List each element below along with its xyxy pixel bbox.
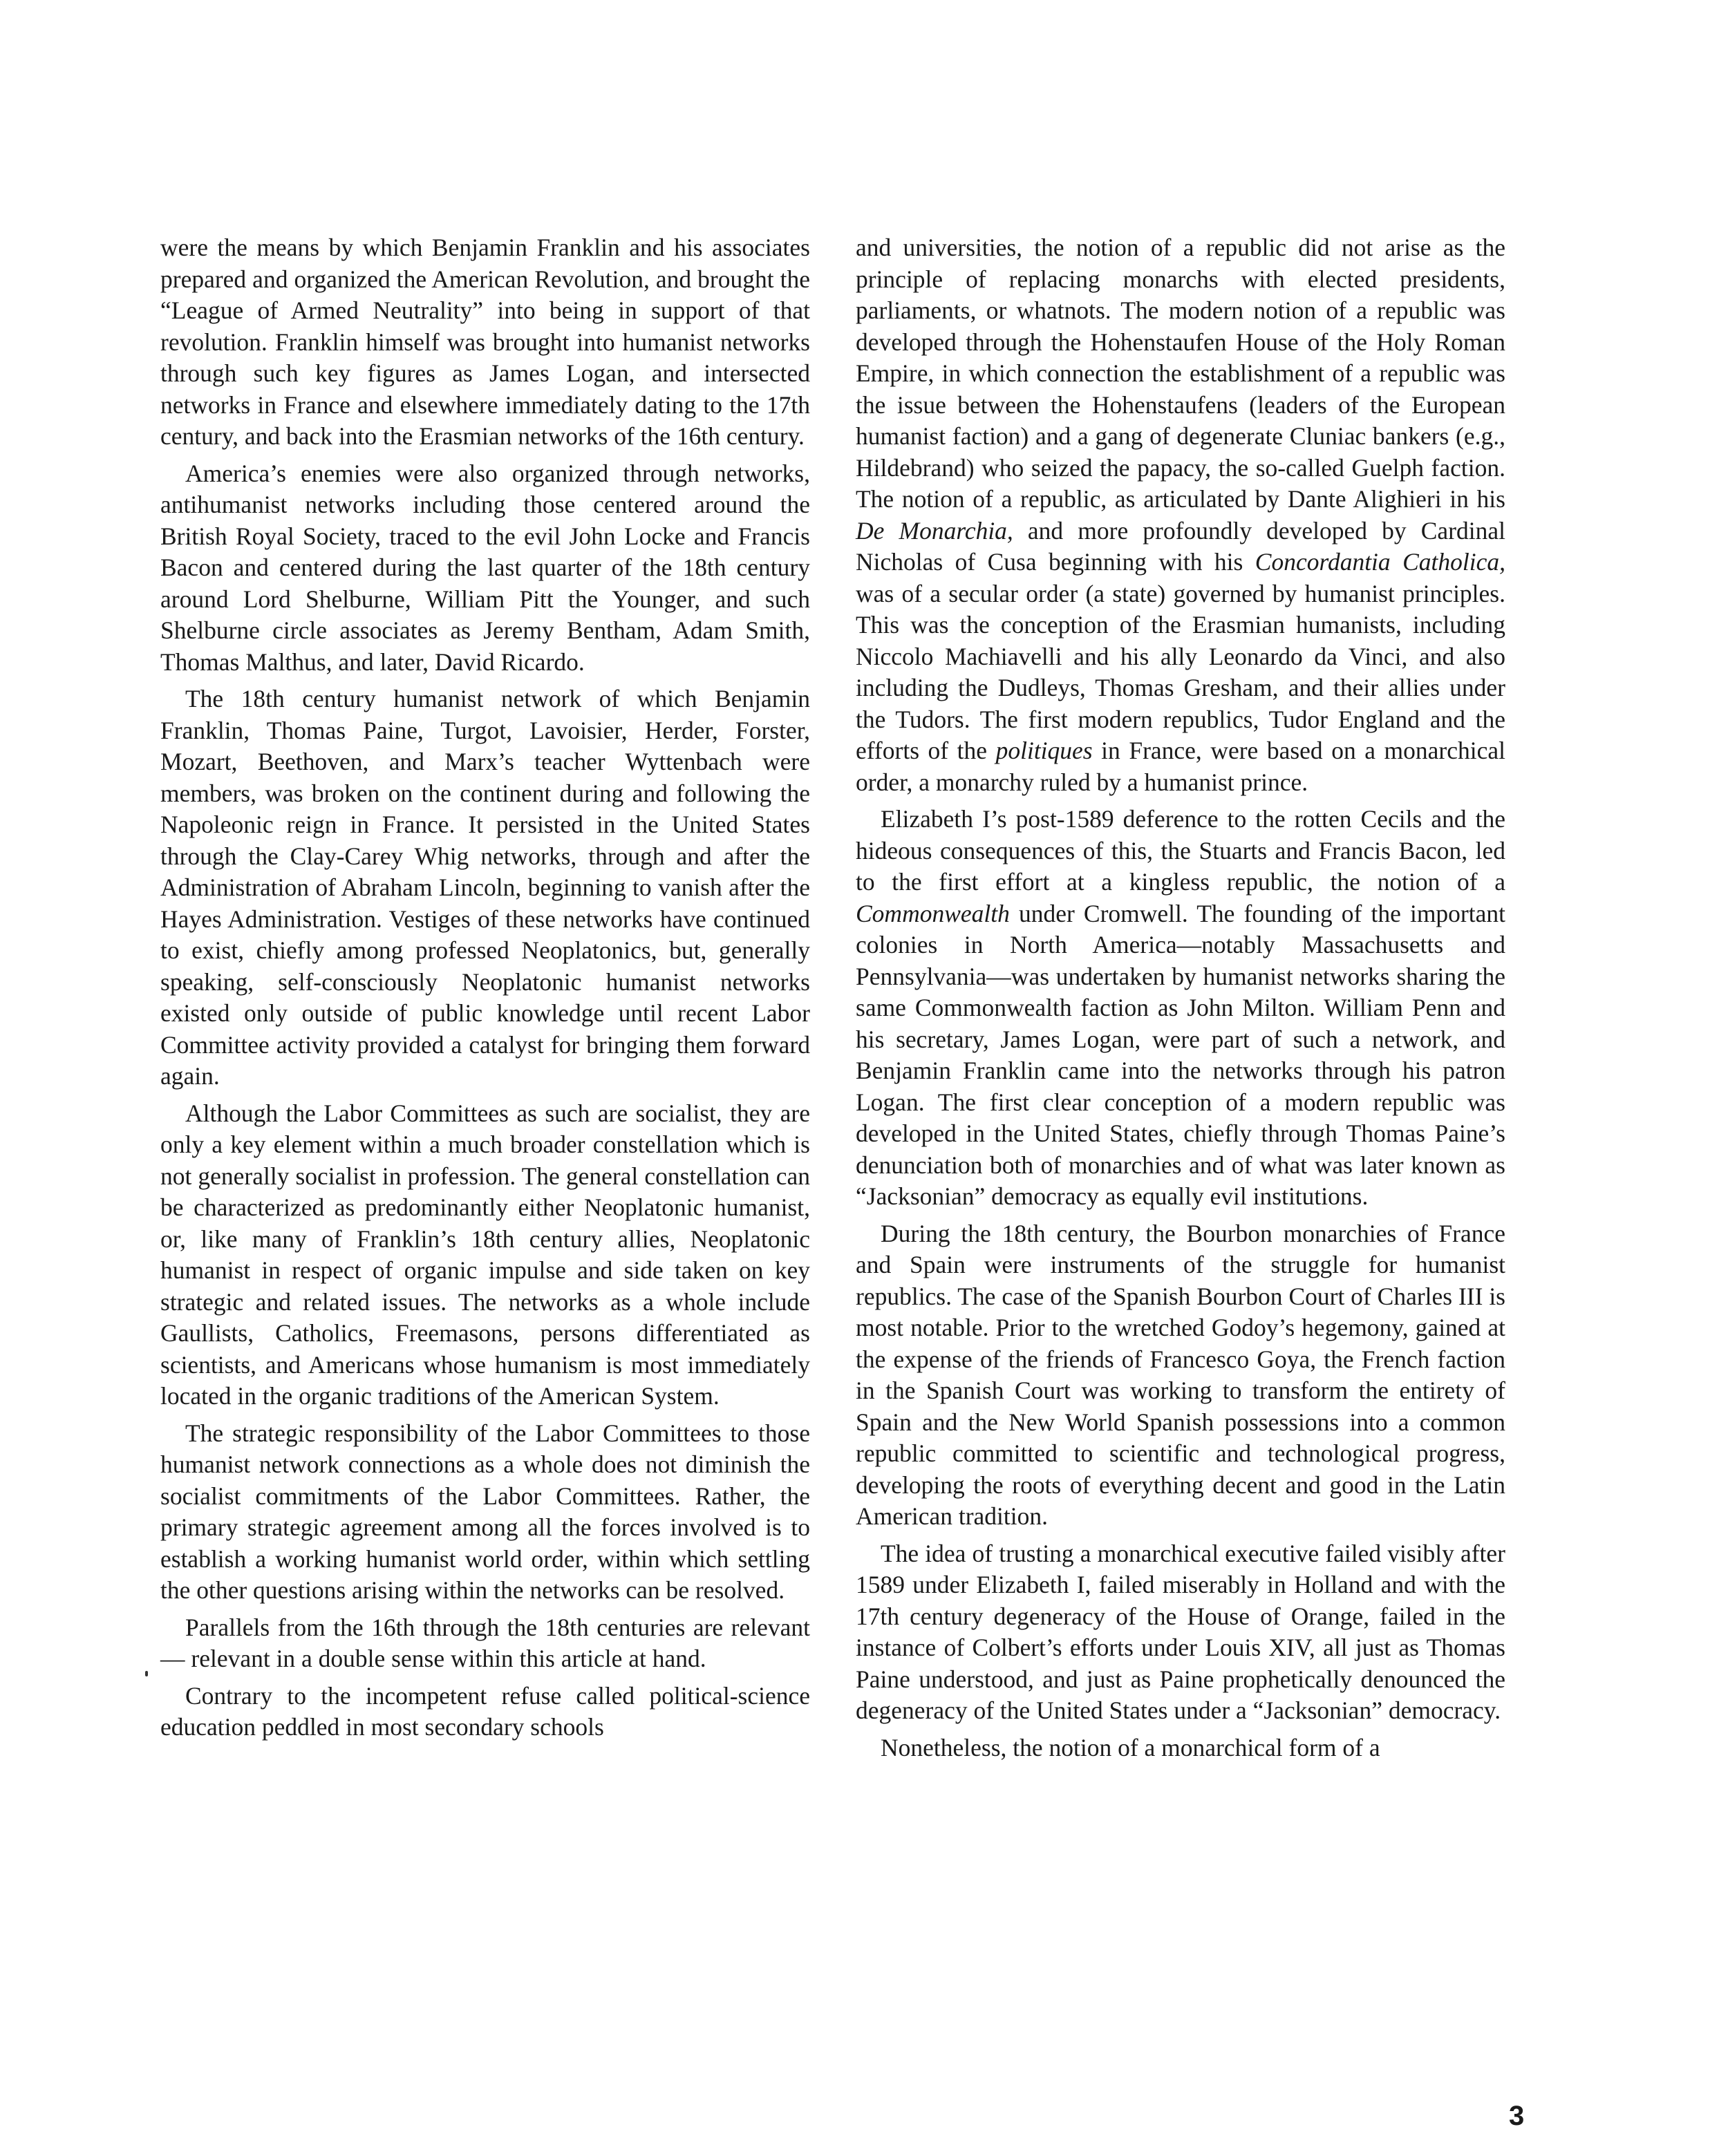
paragraph: The 18th century humanist network of which Benjamin Franklin, Thomas Paine, Turgot, Lavoisier, Herder, Forster, Mozart, Beethoven, and Marx’s teacher Wyttenbach were members, was broken on the continent during and following the Napoleonic reign in France. It persisted in the United States through the Clay-Carey Whig networks, through and after the Administration of Abraham Lincoln, beginning to vanish after the Hayes Administration. Vestiges of these networks have continued to exist, chiefly among professed Neoplatonics, but, generally speaking, self-consciously Neoplatonic humanist networks existed only outside of public knowledge until recent Labor Committee activity provided a catalyst for bringing them forward again. <box>160 685 810 1090</box>
paragraph: The idea of trusting a monarchical executive failed visibly after 1589 under Elizabeth I, failed miserably in Holland and with the 17th century degeneracy of the House of Orange, failed in the instance of Colbert’s efforts under Louis XIV, all just as Thomas Paine understood, and just as Paine prophetically denounced the degeneracy of the United States under a “Jacksonian” democracy. <box>856 1539 1505 1724</box>
italic-title: Concordantia Catholica, <box>1255 548 1505 576</box>
paragraph: were the means by which Benjamin Franklin and his associates prepared and organized the American Revolution, and brought the “League of Armed Neutrality” into being in support of that revolution. Franklin himself was brought into humanist networks through such key figures as James Logan, and intersected networks in France and elsewhere immediately dating to the 17th century, and back into the Erasmian networks of the 16th century. <box>160 234 810 450</box>
paragraph: America’s enemies were also organized through networks, antihumanist networks including those centered around the British Royal Society, traced to the evil John Locke and Francis Bacon and centered during the last quarter of the 18th century around Lord Shelburne, William Pitt the Younger, and such Shelburne circle associates as Jeremy Bentham, Adam Smith, Thomas Malthus, and later, David Ricardo. <box>160 459 810 676</box>
paragraph: Although the Labor Committees as such are socialist, they are only a key element within a much broader constellation which is not generally socialist in profession. The general constellation can be characterized as predominantly either Neoplatonic humanist, or, like many of Franklin’s 18th century allies, Neoplatonic humanist in respect of organic impulse and side taken on key strategic and related issues. The networks as a whole include Gaullists, Catholics, Freemasons, persons differentiated as scientists, and Americans whose humanism is most immediately located in the organic traditions of the American System. <box>160 1099 810 1410</box>
italic-term: politiques <box>995 737 1093 764</box>
paragraph: Contrary to the incompetent refuse called political-science education peddled in most secondary schools <box>160 1681 810 1741</box>
text-run: Elizabeth I’s post-1589 deference to the rotten Cecils and the hideous consequences of this, the Stuarts and Francis Bacon, led to the first effort at a kingless republic, the notion of a <box>856 805 1505 896</box>
paragraph: The strategic responsibility of the Labor Committees to those humanist network connections as a whole does not diminish the socialist commitments of the Labor Committees. Rather, the primary strategic agreement among all the forces involved is to establish a working humanist world order, within which settling the other questions arising within the networks can be resolved. <box>160 1419 810 1604</box>
text-run: and universities, the notion of a republic did not arise as the principle of replacing monarchs with elected presidents, parliaments, or whatnots. The modern notion of a republic was developed through the Hohenstaufen House of the Holy Roman Empire, in which connection the establishment of a republic was the issue between the Hohenstaufens (leaders of the European humanist faction) and a gang of degenerate Cluniac bankers (e.g., Hildebrand) who seized the papacy, the so-called Guelph faction. The notion of a republic, as articulated by Dante Alighieri in his <box>856 234 1505 513</box>
italic-term: Commonwealth <box>856 899 1010 927</box>
text-run: was of a secular order (a state) governed by humanist principles. This was the conception of the Erasmian humanists, including Niccolo Machiavelli and his ally Leonardo da Vinci, and also including the Dudleys, Thomas Gresham, and their allies under the Tudors. The first modern republics, Tudor England and the efforts of the <box>856 579 1505 764</box>
scan-mark <box>145 1671 148 1676</box>
paragraph <box>856 804 1505 1213</box>
italic-title: De Monarchia, <box>856 516 1013 545</box>
left-text-column <box>160 232 810 1749</box>
paragraph: Parallels from the 16th through the 18th centuries are relevant — relevant in a double sense within this article at hand. <box>160 1613 810 1672</box>
page-number: 3 <box>1509 2101 1525 2131</box>
text-run: under Cromwell. The founding of the important colonies in North America—notably Massachusetts and Pennsylvania—was undertaken by humanist networks sharing the same Commonwealth faction as John Milton. William Penn and his secretary, James Logan, were part of such a network, and Benjamin Franklin came into the networks through his patron Logan. The first clear conception of a modern republic was developed in the United States, chiefly through Thomas Paine’s denunciation both of monarchies and of what was later known as “Jacksonian” democracy as equally evil institutions. <box>856 899 1505 1210</box>
paragraph: Nonetheless, the notion of a monarchical form of a <box>881 1733 1380 1761</box>
text-run: in France, were based on a monarchical order, a monarchy ruled by a humanist prince. <box>856 737 1505 796</box>
paragraph <box>856 232 1505 798</box>
paragraph: During the 18th century, the Bourbon monarchies of France and Spain were instruments of the struggle for humanist republics. The case of the Spanish Bourbon Court of Charles III is most notable. Prior to the wretched Godoy’s hegemony, gained at the expense of the friends of Francesco Goya, the French faction in the Spanish Court was working to transform the entirety of Spain and the New World Spanish possessions into a common republic committed to scientific and technological progress, developing the roots of everything decent and good in the Latin American tradition. <box>856 1219 1505 1530</box>
text-run: and more profoundly developed by Cardinal Nicholas of Cusa beginning with his <box>856 516 1505 576</box>
right-text-column <box>856 232 1505 1769</box>
